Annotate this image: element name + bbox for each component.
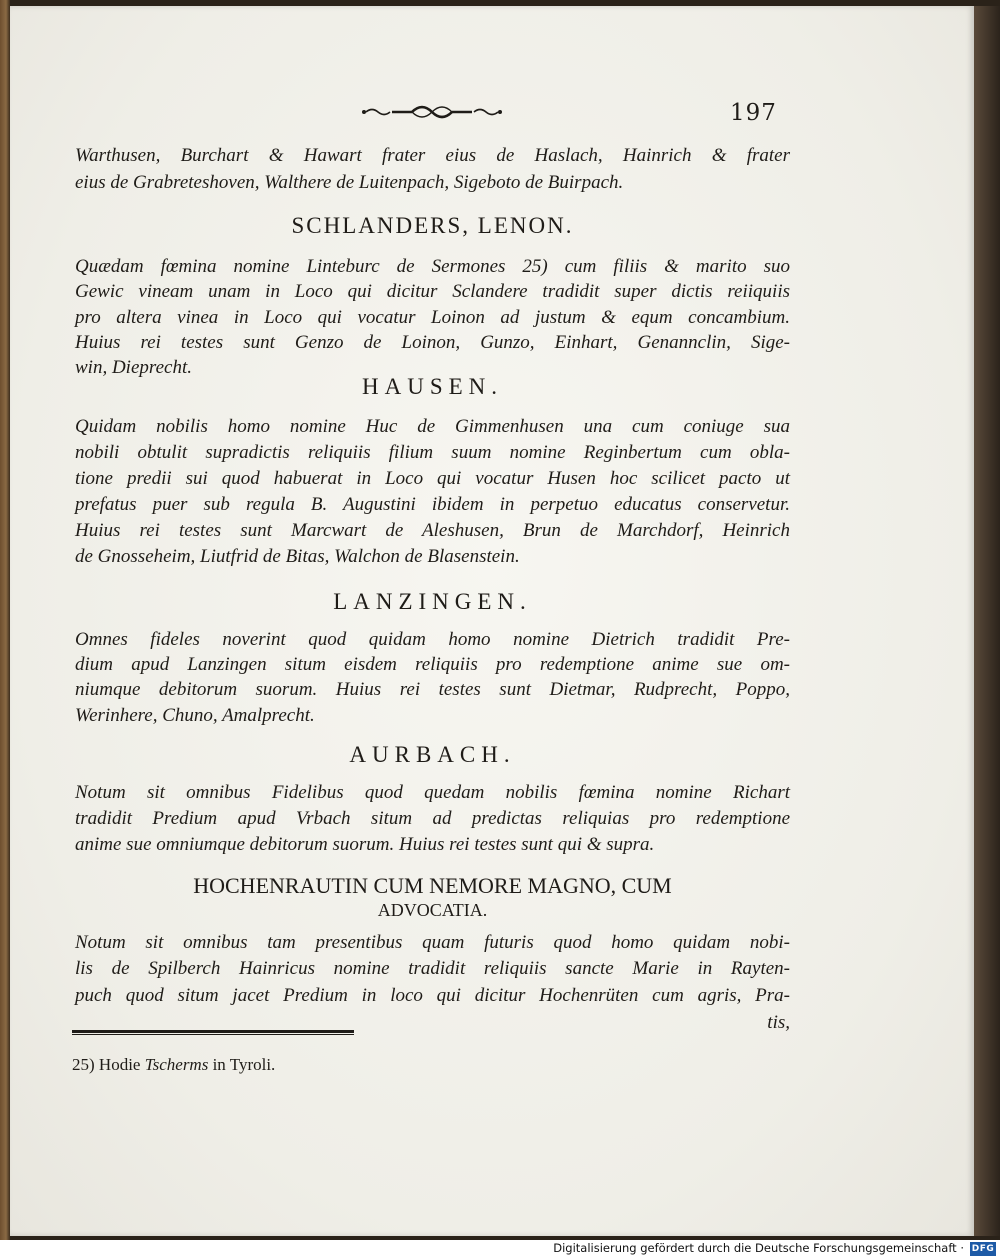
text-line: Werinhere, Chuno, Amalprecht. xyxy=(75,705,315,726)
text-line: Notum sit omnibus tam presentibus quam futuris quod homo quidam nobi- xyxy=(75,932,790,953)
section-heading-aurbach: AURBACH. xyxy=(349,742,516,767)
text-line: niumque debitorum suorum. Huius rei testes sunt Dietmar, Rudprecht, Poppo, xyxy=(75,679,790,700)
text-line: Notum sit omnibus Fidelibus quod quedam nobilis fœmina nomine Richart xyxy=(75,782,790,803)
text-line: prefatus puer sub regula B. Augustini ibidem in perpetuo educatus conservetur. xyxy=(75,494,790,515)
footnote-text-italic: Tscherms xyxy=(144,1055,209,1074)
page-right-edge xyxy=(974,6,1000,1236)
dfg-logo: DFG xyxy=(971,1244,995,1254)
decorative-ornament-icon xyxy=(362,98,502,126)
catchword: tis, xyxy=(767,1012,790,1033)
text-line: lis de Spilberch Hainricus nomine tradidit reliquiis sancte Marie in Rayten- xyxy=(75,958,790,979)
footnote xyxy=(72,1055,275,1075)
page-number: 197 xyxy=(730,100,777,126)
text-line: Huius rei testes sunt Genzo de Loinon, Gunzo, Einhart, Genannclin, Sige- xyxy=(75,332,790,353)
footnote-text-pre: Hodie xyxy=(98,1055,141,1074)
text-line: puch quod situm jacet Predium in loco qui dicitur Hochenrüten cum agris, Pra- xyxy=(75,985,790,1006)
section-heading-schlanders: SCHLANDERS, LENON. xyxy=(291,213,574,238)
text-line: win, Dieprecht. xyxy=(75,357,192,378)
section-subheading-advocatia: ADVOCATIA. xyxy=(377,900,488,920)
text-line: anime sue omniumque debitorum suorum. Huius rei testes sunt qui & supra. xyxy=(75,834,655,855)
text-line: dium apud Lanzingen situm eisdem reliquiis pro redemptione anime sue om- xyxy=(75,654,790,675)
text-line: de Gnossеheim, Liutfrid de Bitas, Walchon de Blasenstein. xyxy=(75,546,520,567)
text-line: Warthusen, Burchart & Hawart frater eius de Haslach, Hainrich & frater xyxy=(75,145,790,166)
book-spine-edge xyxy=(0,0,10,1240)
text-line: Quædam fœmina nomine Linteburc de Sermones 25) cum filiis & marito suo xyxy=(75,256,790,277)
text-line: Huius rei testes sunt Marcwart de Aleshusen, Brun de Marchdorf, Heinrich xyxy=(75,520,790,541)
footnote-text-post: in Tyroli. xyxy=(212,1055,276,1074)
text-line: eius de Grabreteshoven, Walthere de Luitenpach, Sigeboto de Buirpach. xyxy=(75,172,624,193)
text-line: tione predii sui quod habuerat in Loco qui vocatur Husen hoc scilicet pacto ut xyxy=(75,468,790,489)
footer-attribution: Digitalisierung gefördert durch die Deutsche Forschungsgemeinschaft · xyxy=(553,1241,964,1255)
text-line: tradidit Predium apud Vrbach situm ad predictas reliquias pro redemptione xyxy=(75,808,790,829)
section-heading-lanzingen: LANZINGEN. xyxy=(333,589,532,614)
text-line: Omnes fideles noverint quod quidam homo nomine Dietrich tradidit Pre- xyxy=(75,629,790,650)
text-line: Gewic vineam unam in Loco qui dicitur Sclandere tradidit super dictis reiiquiis xyxy=(75,281,790,302)
text-line: nobili obtulit supradictis reliquiis filium suum nomine Reginbertum cum obla- xyxy=(75,442,790,463)
section-heading-hochenrautin: HOCHENRAUTIN CUM NEMORE MAGNO, CUM xyxy=(193,873,672,898)
text-line: pro altera vinea in Loco qui vocatur Loinon ad justum & equm concambium. xyxy=(75,307,790,328)
footnote-marker: 25) xyxy=(72,1055,95,1074)
section-heading-hausen: HAUSEN. xyxy=(361,374,504,399)
footnote-rule xyxy=(72,1030,354,1033)
text-line: Quidam nobilis homo nomine Huc de Gimmenhusen una cum coniuge sua xyxy=(75,416,790,437)
